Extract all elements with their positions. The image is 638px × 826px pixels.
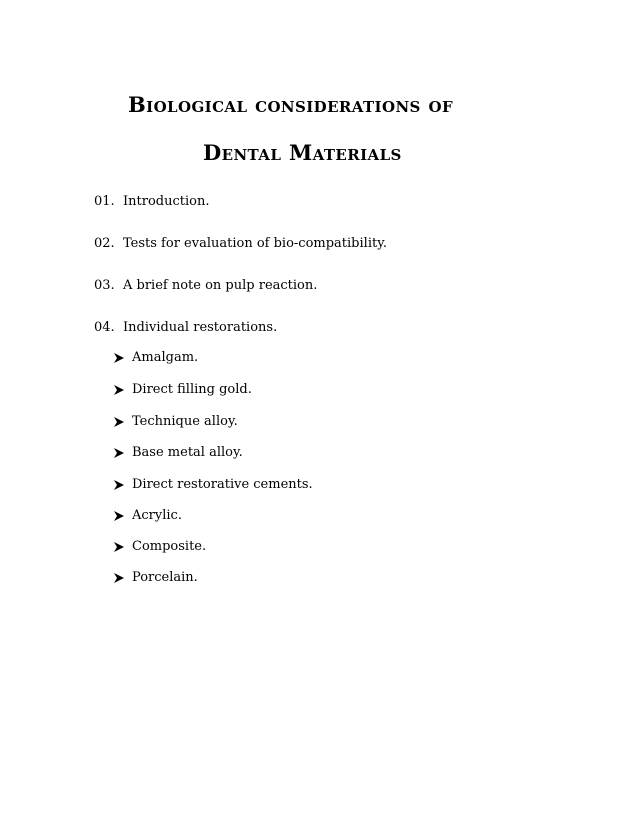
bullet-item xyxy=(113,477,313,492)
item-text: A brief note on pulp reaction. xyxy=(123,278,318,293)
bullet-text: Direct filling gold. xyxy=(132,382,252,397)
item-number: 02. xyxy=(94,236,115,251)
bullet-text: Porcelain. xyxy=(132,570,198,585)
arrowhead-bullet-icon xyxy=(113,479,132,491)
bullet-item xyxy=(113,570,198,585)
bullet-item xyxy=(113,508,182,523)
item-number: 01. xyxy=(94,194,115,209)
item-text: Tests for evaluation of bio-compatibility. xyxy=(123,236,387,251)
bullet-item xyxy=(113,414,238,429)
item-text: Introduction. xyxy=(123,194,210,209)
arrowhead-bullet-icon xyxy=(113,447,132,459)
bullet-text: Direct restorative cements. xyxy=(132,477,313,492)
bullet-text: Acrylic. xyxy=(132,508,182,523)
bullet-text: Technique alloy. xyxy=(132,414,238,429)
list-item xyxy=(94,236,387,251)
bullet-text: Amalgam. xyxy=(132,350,199,365)
list-item xyxy=(94,278,317,293)
list-item xyxy=(94,320,277,335)
arrowhead-bullet-icon xyxy=(113,352,132,364)
arrowhead-bullet-icon xyxy=(113,572,132,584)
bullet-item xyxy=(113,539,206,554)
bullet-text: Base metal alloy. xyxy=(132,445,243,460)
page-title-line-2: Dental Materials xyxy=(203,140,402,165)
list-item xyxy=(94,194,209,209)
bullet-item xyxy=(113,445,243,460)
item-number: 04. xyxy=(94,320,115,335)
arrowhead-bullet-icon xyxy=(113,384,132,396)
arrowhead-bullet-icon xyxy=(113,541,132,553)
arrowhead-bullet-icon xyxy=(113,416,132,428)
bullet-item xyxy=(113,350,198,365)
page-title-line-1: Biological considerations of xyxy=(128,92,454,117)
arrowhead-bullet-icon xyxy=(113,510,132,522)
bullet-text: Composite. xyxy=(132,539,207,554)
item-number: 03. xyxy=(94,278,115,293)
bullet-item xyxy=(113,382,252,397)
item-text: Individual restorations. xyxy=(123,320,278,335)
